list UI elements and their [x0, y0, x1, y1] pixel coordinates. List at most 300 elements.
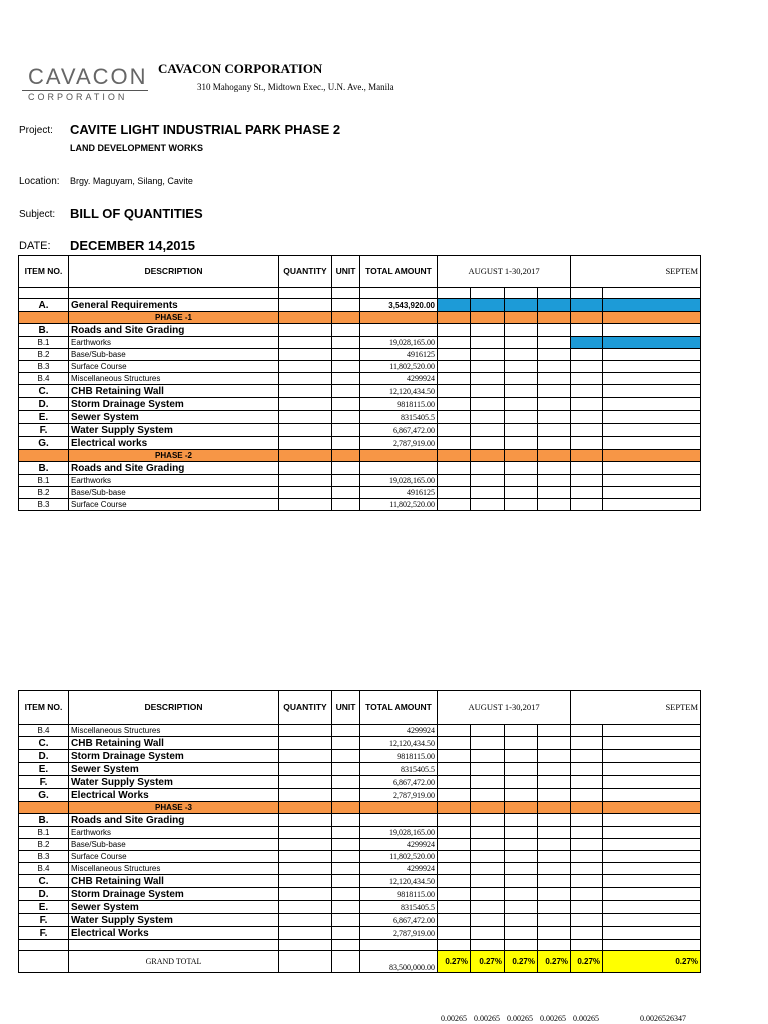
footer-value: 0.0026526347 [640, 1014, 686, 1023]
quantity-cell [279, 288, 332, 299]
schedule-cell [438, 863, 471, 875]
schedule-cell [438, 776, 471, 789]
unit-cell [332, 299, 360, 312]
schedule-cell [538, 750, 571, 763]
schedule-cell [603, 763, 701, 776]
schedule-cell [603, 776, 701, 789]
schedule-cell [538, 475, 571, 487]
boq-table-1 [18, 255, 701, 511]
description-cell: Base/Sub-base [69, 349, 279, 361]
unit-cell [332, 450, 360, 462]
schedule-cell [538, 827, 571, 839]
schedule-cell [471, 424, 505, 437]
schedule-cell [471, 827, 505, 839]
grand-total-row [19, 951, 701, 973]
header-unit: UNIT [332, 256, 360, 288]
schedule-cell [538, 814, 571, 827]
schedule-cell [471, 437, 505, 450]
schedule-cell [505, 776, 538, 789]
description-cell: Storm Drainage System [69, 750, 279, 763]
schedule-cell [571, 839, 603, 851]
description-cell: Electrical Works [69, 927, 279, 940]
schedule-cell [505, 888, 538, 901]
schedule-cell [471, 385, 505, 398]
schedule-cell [603, 385, 701, 398]
schedule-cell [505, 487, 538, 499]
description-cell: Roads and Site Grading [69, 324, 279, 337]
quantity-cell [279, 863, 332, 875]
schedule-cell [538, 914, 571, 927]
header-quantity: QUANTITY [279, 256, 332, 288]
schedule-cell [505, 763, 538, 776]
item-no-cell: C. [19, 385, 69, 398]
schedule-cell [538, 789, 571, 802]
company-address: 310 Mahogany St., Midtown Exec., U.N. Ave., Manila [197, 82, 394, 92]
quantity-cell [279, 927, 332, 940]
schedule-cell [438, 763, 471, 776]
description-cell: PHASE -2 [69, 450, 279, 462]
schedule-cell [505, 424, 538, 437]
schedule-cell [471, 802, 505, 814]
table-row [19, 337, 701, 349]
table-row [19, 851, 701, 863]
footer-value: 0.00265 [507, 1014, 533, 1023]
table-row [19, 487, 701, 499]
schedule-cell [538, 424, 571, 437]
quantity-cell [279, 475, 332, 487]
schedule-cell [538, 839, 571, 851]
date-value: DECEMBER 14,2015 [70, 238, 195, 253]
schedule-cell [571, 424, 603, 437]
total-amount-cell: 4916125 [360, 349, 438, 361]
schedule-cell [603, 875, 701, 888]
quantity-cell [279, 385, 332, 398]
schedule-cell [538, 462, 571, 475]
unit-cell [332, 901, 360, 914]
schedule-cell [438, 361, 471, 373]
unit-cell [332, 385, 360, 398]
unit-cell [332, 914, 360, 927]
table-row [19, 863, 701, 875]
quantity-cell [279, 940, 332, 951]
grand-total-percent: 0.27% [538, 951, 571, 973]
schedule-cell [505, 312, 538, 324]
schedule-cell [538, 288, 571, 299]
description-cell: Electrical works [69, 437, 279, 450]
description-cell: Sewer System [69, 763, 279, 776]
item-no-cell: D. [19, 750, 69, 763]
header-total-amount: TOTAL AMOUNT [360, 256, 438, 288]
table-row [19, 288, 701, 299]
description-cell [69, 288, 279, 299]
unit-cell [332, 288, 360, 299]
schedule-cell [571, 763, 603, 776]
schedule-cell [505, 385, 538, 398]
schedule-cell [438, 312, 471, 324]
schedule-cell [538, 398, 571, 411]
schedule-cell [603, 288, 701, 299]
schedule-cell [505, 940, 538, 951]
item-no-cell: C. [19, 737, 69, 750]
schedule-cell [505, 802, 538, 814]
item-no-cell: B.1 [19, 827, 69, 839]
table-row [19, 875, 701, 888]
grand-total-percent: 0.27% [505, 951, 538, 973]
grand-total-percent: 0.27% [571, 951, 603, 973]
description-cell: Roads and Site Grading [69, 462, 279, 475]
table-row [19, 901, 701, 914]
total-amount-cell: 9818115.00 [360, 398, 438, 411]
schedule-cell [471, 398, 505, 411]
schedule-cell [603, 337, 701, 349]
project-name: CAVITE LIGHT INDUSTRIAL PARK PHASE 2 [70, 122, 341, 137]
quantity-cell [279, 737, 332, 750]
total-amount-cell: 2,787,919.00 [360, 437, 438, 450]
table-row [19, 776, 701, 789]
table-row [19, 888, 701, 901]
item-no-cell: B.2 [19, 349, 69, 361]
grand-total-label: GRAND TOTAL [69, 951, 279, 973]
quantity-cell [279, 802, 332, 814]
table-row [19, 927, 701, 940]
table-row [19, 789, 701, 802]
total-amount-cell: 12,120,434.50 [360, 385, 438, 398]
quantity-cell [279, 361, 332, 373]
item-no-cell: D. [19, 398, 69, 411]
quantity-cell [279, 424, 332, 437]
quantity-cell [279, 914, 332, 927]
schedule-cell [603, 437, 701, 450]
schedule-cell [571, 875, 603, 888]
schedule-cell [471, 337, 505, 349]
schedule-cell [538, 337, 571, 349]
quantity-cell [279, 398, 332, 411]
total-amount-cell: 11,802,520.00 [360, 499, 438, 511]
schedule-cell [603, 750, 701, 763]
total-amount-cell [360, 802, 438, 814]
schedule-cell [571, 437, 603, 450]
project-subtitle: LAND DEVELOPMENT WORKS [70, 143, 204, 153]
schedule-cell [538, 776, 571, 789]
total-amount-cell [360, 288, 438, 299]
item-no-cell: F. [19, 776, 69, 789]
total-amount-cell: 4299924 [360, 863, 438, 875]
schedule-cell [603, 725, 701, 737]
footer-value: 0.00265 [474, 1014, 500, 1023]
schedule-cell [571, 888, 603, 901]
schedule-cell [538, 888, 571, 901]
schedule-cell [603, 737, 701, 750]
schedule-cell [603, 851, 701, 863]
header-description: DESCRIPTION [69, 691, 279, 725]
schedule-cell [438, 814, 471, 827]
total-amount-cell: 2,787,919.00 [360, 927, 438, 940]
total-amount-cell: 2,787,919.00 [360, 789, 438, 802]
schedule-cell [438, 802, 471, 814]
schedule-cell [505, 324, 538, 337]
quantity-cell [279, 888, 332, 901]
table-row [19, 914, 701, 927]
phase-row [19, 450, 701, 462]
quantity-cell [279, 349, 332, 361]
total-amount-cell: 12,120,434.50 [360, 737, 438, 750]
schedule-cell [471, 475, 505, 487]
schedule-cell [505, 851, 538, 863]
schedule-cell [603, 324, 701, 337]
schedule-cell [505, 927, 538, 940]
schedule-cell [603, 411, 701, 424]
item-no-cell: F. [19, 927, 69, 940]
schedule-cell [438, 475, 471, 487]
description-cell: Sewer System [69, 411, 279, 424]
schedule-cell [603, 927, 701, 940]
quantity-cell [279, 839, 332, 851]
schedule-cell [438, 875, 471, 888]
schedule-cell [603, 839, 701, 851]
schedule-cell [471, 901, 505, 914]
schedule-cell [603, 901, 701, 914]
table-row [19, 814, 701, 827]
unit-cell [332, 863, 360, 875]
schedule-cell [571, 789, 603, 802]
schedule-cell [571, 901, 603, 914]
item-no-cell: E. [19, 411, 69, 424]
schedule-cell [471, 299, 505, 312]
quantity-cell [279, 814, 332, 827]
item-no-cell: B. [19, 814, 69, 827]
schedule-cell [571, 373, 603, 385]
table-row [19, 462, 701, 475]
unit-cell [332, 398, 360, 411]
schedule-cell [505, 789, 538, 802]
description-cell: Storm Drainage System [69, 398, 279, 411]
schedule-cell [438, 851, 471, 863]
logo-sub-text: CORPORATION [28, 92, 128, 102]
schedule-cell [571, 361, 603, 373]
item-no-cell: B.1 [19, 337, 69, 349]
schedule-cell [538, 875, 571, 888]
description-cell: Storm Drainage System [69, 888, 279, 901]
schedule-cell [571, 750, 603, 763]
schedule-cell [438, 827, 471, 839]
schedule-cell [471, 750, 505, 763]
schedule-cell [505, 349, 538, 361]
schedule-cell [571, 288, 603, 299]
item-no-cell: E. [19, 901, 69, 914]
schedule-cell [603, 914, 701, 927]
subject-value: BILL OF QUANTITIES [70, 206, 203, 221]
description-cell: Surface Course [69, 361, 279, 373]
item-no-cell: B.4 [19, 863, 69, 875]
footer-value: 0.00265 [573, 1014, 599, 1023]
schedule-cell [505, 398, 538, 411]
footer-value: 0.00265 [441, 1014, 467, 1023]
schedule-cell [505, 361, 538, 373]
description-cell: Water Supply System [69, 776, 279, 789]
grand-total-amount: 83,500,000.00 [360, 951, 438, 973]
schedule-cell [505, 725, 538, 737]
description-cell: Surface Course [69, 851, 279, 863]
schedule-cell [603, 940, 701, 951]
schedule-cell [538, 763, 571, 776]
schedule-cell [538, 324, 571, 337]
total-amount-cell [360, 814, 438, 827]
item-no-cell: F. [19, 914, 69, 927]
schedule-cell [471, 888, 505, 901]
total-amount-cell [360, 324, 438, 337]
schedule-cell [471, 411, 505, 424]
quantity-cell [279, 875, 332, 888]
header-period-august: AUGUST 1-30,2017 [438, 691, 571, 725]
schedule-cell [438, 888, 471, 901]
item-no-cell: B.2 [19, 839, 69, 851]
header-period-august: AUGUST 1-30,2017 [438, 256, 571, 288]
item-no-cell: B.1 [19, 475, 69, 487]
schedule-cell [505, 437, 538, 450]
quantity-cell [279, 725, 332, 737]
schedule-cell [438, 385, 471, 398]
schedule-cell [603, 312, 701, 324]
unit-cell [332, 725, 360, 737]
schedule-cell [571, 802, 603, 814]
phase-row [19, 312, 701, 324]
item-no-cell: B.3 [19, 361, 69, 373]
table-row [19, 737, 701, 750]
grand-total-item-cell [19, 951, 69, 973]
schedule-cell [571, 737, 603, 750]
item-no-cell: B.3 [19, 499, 69, 511]
schedule-cell [571, 827, 603, 839]
header-item-no: ITEM NO. [19, 256, 69, 288]
schedule-cell [505, 901, 538, 914]
header-period-september: SEPTEM [571, 691, 701, 725]
quantity-cell [279, 763, 332, 776]
item-no-cell: B.4 [19, 725, 69, 737]
schedule-cell [571, 851, 603, 863]
date-label: DATE: [19, 240, 51, 252]
item-no-cell [19, 450, 69, 462]
schedule-cell [571, 940, 603, 951]
schedule-cell [571, 337, 603, 349]
unit-cell [332, 437, 360, 450]
total-amount-cell: 8315405.5 [360, 901, 438, 914]
schedule-cell [571, 914, 603, 927]
item-no-cell: F. [19, 424, 69, 437]
schedule-cell [438, 398, 471, 411]
schedule-cell [538, 499, 571, 511]
schedule-cell [538, 385, 571, 398]
schedule-cell [505, 450, 538, 462]
schedule-cell [603, 789, 701, 802]
schedule-cell [471, 487, 505, 499]
schedule-cell [438, 487, 471, 499]
schedule-cell [438, 450, 471, 462]
unit-cell [332, 462, 360, 475]
total-amount-cell: 4916125 [360, 487, 438, 499]
logo-divider [22, 90, 148, 91]
phase-row [19, 802, 701, 814]
schedule-cell [571, 462, 603, 475]
schedule-cell [438, 499, 471, 511]
description-cell: Roads and Site Grading [69, 814, 279, 827]
quantity-cell [279, 851, 332, 863]
schedule-cell [603, 863, 701, 875]
table-row [19, 349, 701, 361]
description-cell: CHB Retaining Wall [69, 385, 279, 398]
unit-cell [332, 312, 360, 324]
item-no-cell: G. [19, 437, 69, 450]
schedule-cell [571, 725, 603, 737]
unit-cell [332, 361, 360, 373]
schedule-cell [438, 337, 471, 349]
schedule-cell [471, 927, 505, 940]
company-logo [22, 64, 150, 104]
schedule-cell [505, 814, 538, 827]
total-amount-cell [360, 462, 438, 475]
schedule-cell [603, 398, 701, 411]
boq-table-2 [18, 690, 701, 973]
total-amount-cell: 6,867,472.00 [360, 424, 438, 437]
table-row [19, 437, 701, 450]
description-cell: Miscellaneous Structures [69, 863, 279, 875]
schedule-cell [505, 914, 538, 927]
schedule-cell [438, 839, 471, 851]
quantity-cell [279, 499, 332, 511]
schedule-cell [471, 863, 505, 875]
item-no-cell: D. [19, 888, 69, 901]
schedule-cell [471, 288, 505, 299]
schedule-cell [603, 827, 701, 839]
total-amount-cell [360, 940, 438, 951]
quantity-cell [279, 411, 332, 424]
schedule-cell [471, 789, 505, 802]
item-no-cell [19, 288, 69, 299]
header-quantity: QUANTITY [279, 691, 332, 725]
logo-main-text: CAVACON [28, 64, 148, 89]
unit-cell [332, 789, 360, 802]
schedule-cell [471, 851, 505, 863]
schedule-cell [471, 324, 505, 337]
schedule-cell [505, 499, 538, 511]
schedule-cell [438, 789, 471, 802]
quantity-cell [279, 337, 332, 349]
unit-cell [332, 411, 360, 424]
schedule-cell [571, 450, 603, 462]
table-row [19, 373, 701, 385]
grand-total-percent: 0.27% [471, 951, 505, 973]
schedule-cell [571, 312, 603, 324]
schedule-cell [603, 299, 701, 312]
schedule-cell [571, 299, 603, 312]
schedule-cell [538, 940, 571, 951]
schedule-cell [603, 888, 701, 901]
description-cell: Earthworks [69, 827, 279, 839]
schedule-cell [538, 802, 571, 814]
unit-cell [332, 349, 360, 361]
schedule-cell [438, 324, 471, 337]
total-amount-cell: 19,028,165.00 [360, 337, 438, 349]
schedule-cell [505, 411, 538, 424]
grand-total-percent: 0.27% [438, 951, 471, 973]
schedule-cell [571, 776, 603, 789]
quantity-cell [279, 324, 332, 337]
description-cell: Miscellaneous Structures [69, 373, 279, 385]
schedule-cell [538, 851, 571, 863]
header-total-amount: TOTAL AMOUNT [360, 691, 438, 725]
unit-cell [332, 776, 360, 789]
schedule-cell [571, 487, 603, 499]
unit-cell [332, 337, 360, 349]
